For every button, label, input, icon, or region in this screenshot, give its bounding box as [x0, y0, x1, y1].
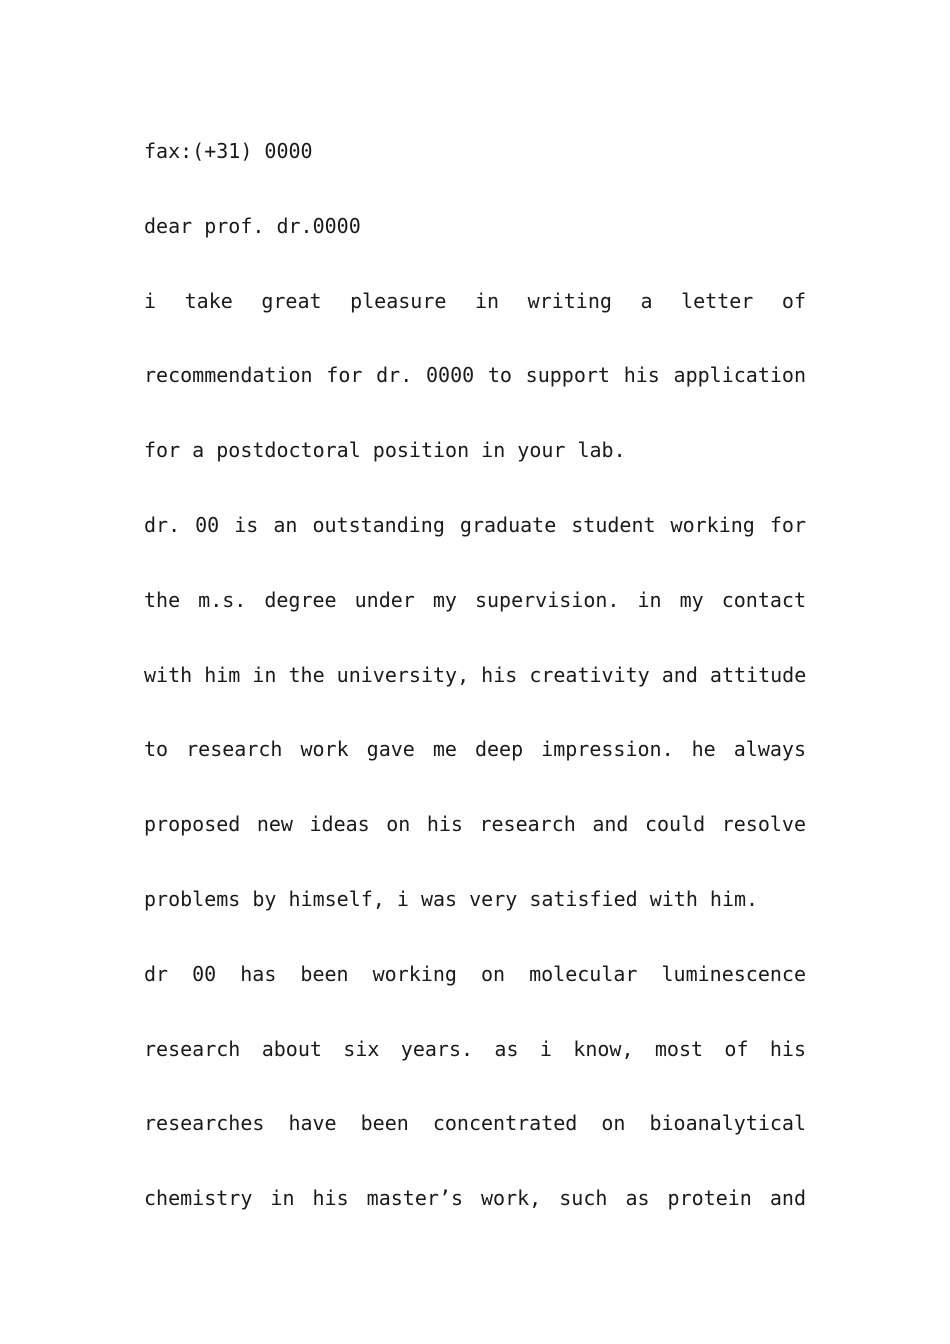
- text-line: recommendation for dr. 0000 to support his application: [144, 363, 806, 388]
- text-line: dr. 00 is an outstanding graduate student working for: [144, 512, 806, 537]
- text-line: fax:(+31) 0000: [144, 139, 313, 163]
- text-line: to research work gave me deep impression. he always: [144, 737, 806, 762]
- text-line: dr 00 has been working on molecular luminescence: [144, 961, 806, 986]
- letter-body: [144, 132, 806, 1254]
- text-line: problems by himself, i was very satisfied with him.: [144, 886, 759, 911]
- text-line: dear prof. dr.0000: [144, 213, 361, 238]
- text-line: with him in the university, his creativity and attitude: [144, 662, 806, 687]
- text-line: i take great pleasure in writing a letter of: [144, 288, 806, 313]
- text-line: chemistry in his master’s work, such as protein and: [144, 1186, 806, 1211]
- text-line: proposed new ideas on his research and could resolve: [144, 812, 806, 837]
- text-line: the m.s. degree under my supervision. in my contact: [144, 587, 806, 612]
- text-line: for a postdoctoral position in your lab.: [144, 438, 626, 463]
- text-line: researches have been concentrated on bioanalytical: [144, 1111, 806, 1136]
- text-line: research about six years. as i know, most of his: [144, 1036, 806, 1061]
